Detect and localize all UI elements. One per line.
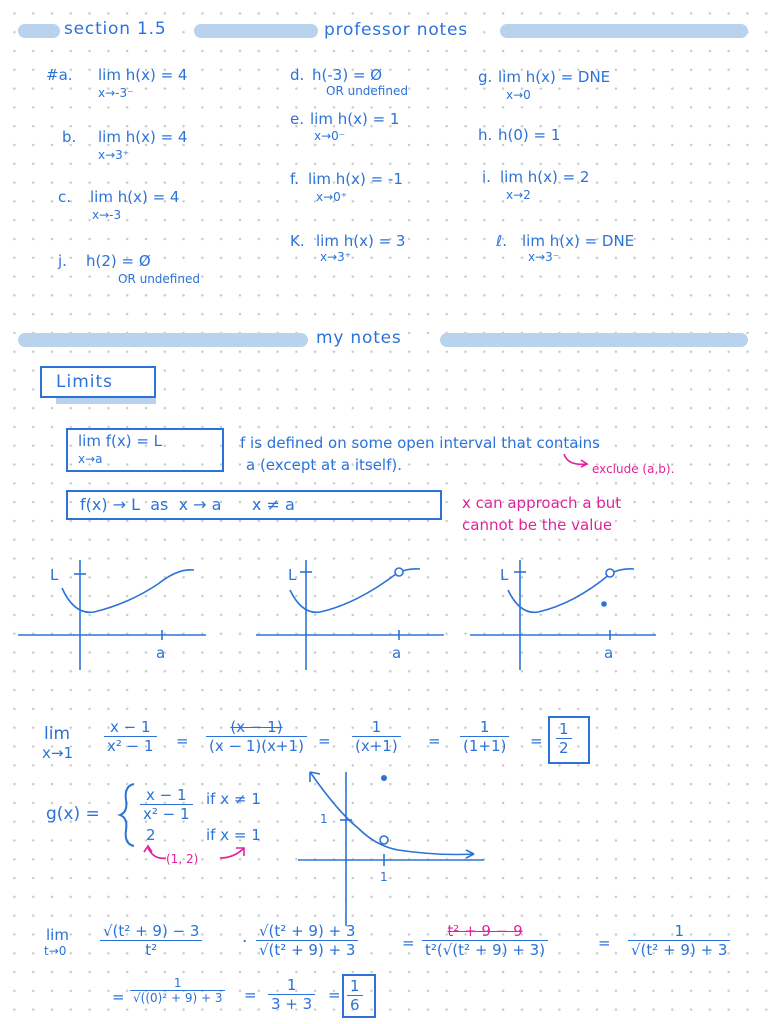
ex1-frac4 [460,718,509,755]
item-c-label: c. [58,188,72,206]
ex1-frac2-den: (x − 1)(x+1) [209,737,304,755]
definition-box [66,428,224,472]
ex2-frac6-num: 1 [268,976,315,995]
item-a-label: #a. [46,66,73,84]
item-i-label: i. [482,168,491,186]
ex1-eq2: = [318,732,331,750]
pink-note-line2: cannot be the value [462,516,613,534]
ex2-dot: · [242,932,248,952]
piece-frac [140,786,193,823]
g-graph-tick-x: 1 [380,870,388,884]
ex1-frac4-den: (1+1) [463,737,507,755]
item-i-sub: x→2 [506,188,531,202]
ex2-answer-frac [347,977,363,1014]
ex2-frac3 [422,922,548,959]
item-d-sub: OR undefined [326,84,408,98]
ex2-frac3-num: t² + 9 − 9 [422,922,548,941]
ex2-eq4: = [244,986,257,1004]
ex1-answer-num: 1 [556,720,572,739]
ex1-eq1: = [176,732,189,750]
graph2-L-label: L [288,566,297,584]
ex2-frac2-den: √(t² + 9) + 3 [259,941,356,959]
limit-graph-1 [18,560,208,670]
ex2-frac5-den: √((0)² + 9) + 3 [133,991,223,1005]
ex2-answer-box [342,974,376,1018]
arrow-notation: f(x) → L as x → a x ≠ a [80,495,295,514]
ex1-frac1-num: x − 1 [104,718,157,737]
item-g-expr: lim h(x) = DNE [498,68,611,86]
item-i-expr: lim h(x) = 2 [500,168,590,186]
ex2-frac5 [130,976,225,1005]
professor-notes-title: professor notes [320,20,472,40]
ex1-answer-frac [556,720,572,757]
graph2-a-label: a [392,644,402,662]
ex2-frac4-num: 1 [628,922,730,941]
limits-title: Limits [56,372,113,392]
header-bar-mid [194,24,318,38]
item-l-label: ℓ. [496,232,507,250]
piecewise-name: g(x) = [46,804,100,824]
ex2-frac1-num: √(t² + 9) − 3 [100,922,202,941]
header-bar-right [500,24,748,38]
graph3-a-label: a [604,644,614,662]
item-j-sub: OR undefined [118,272,200,286]
item-e-label: e. [290,110,304,128]
ex1-frac3-den: (x+1) [355,737,398,755]
ex1-frac4-num: 1 [460,718,509,737]
ex1-frac2 [206,718,307,755]
ex1-eq4: = [530,732,543,750]
ex1-frac2-num: (x − 1) [206,718,307,737]
limits-title-box [40,366,156,398]
def-lim-expr: lim f(x) = L [78,432,163,450]
ex2-frac6-den: 3 + 3 [271,995,313,1013]
item-k-expr: lim h(x) = 3 [316,232,406,250]
ex2-frac4 [628,922,730,959]
section-title: section 1.5 [60,19,170,39]
item-e-sub: x→0⁻ [314,129,346,143]
item-f-expr: lim h(x) = -1 [308,170,403,188]
ex1-frac1-den: x² − 1 [107,737,154,755]
piece-cond1: if x ≠ 1 [206,790,261,808]
ex2-eq2: = [598,934,611,952]
ex1-sub: x→1 [42,744,73,762]
item-d-expr: h(-3) = Ø [312,66,383,84]
item-c-sub: x→-3 [92,208,122,222]
item-d-label: d. [290,66,305,84]
ex1-lim: lim [44,724,71,744]
ex1-eq3: = [428,732,441,750]
item-h-label: h. [478,126,493,144]
g-graph [298,766,488,926]
item-b-expr: lim h(x) = 4 [98,128,188,146]
ex2-answer-num: 1 [347,977,363,996]
limit-graph-2 [256,560,446,670]
my-notes-bar-right [440,333,748,347]
header-bar-left [18,24,60,38]
ex2-eq1: = [402,934,415,952]
ex2-frac1 [100,922,202,959]
piece-point-label: (1, 2) [166,852,199,866]
item-g-label: g. [478,68,493,86]
ex2-frac5-num: 1 [130,976,225,991]
my-notes-title: my notes [312,328,406,348]
ex1-frac1 [104,718,157,755]
item-l-expr: lim h(x) = DNE [522,232,635,250]
ex2-lim: lim [46,926,69,944]
ex2-frac2 [256,922,358,959]
def-text-line2: a (except at a itself). [246,456,402,474]
item-e-expr: lim h(x) = 1 [310,110,400,128]
pink-exclude-note: exclude (a,b). [592,462,675,476]
ex2-eq3: = [112,988,125,1006]
piece-cond2: if x = 1 [206,826,261,844]
def-lim-sub: x→a [78,452,103,466]
item-j-label: j. [58,252,67,270]
item-l-sub: x→3⁻ [528,250,560,264]
ex2-frac4-den: √(t² + 9) + 3 [631,941,728,959]
piece-frac-num: x − 1 [140,786,193,805]
ex2-frac1-den: t² [145,941,158,959]
item-f-label: f. [290,170,299,188]
item-a-sub: x→-3⁻ [98,86,134,100]
piece-val2: 2 [146,826,156,844]
item-g-sub: x→0 [506,88,531,102]
graph1-L-label: L [50,566,59,584]
graph3-L-label: L [500,566,509,584]
item-k-label: K. [290,232,305,250]
arrow-notation-box [66,490,442,520]
limit-graph-3 [470,560,660,670]
ex2-answer-den: 6 [350,996,360,1014]
pink-note-line1: x can approach a but [462,494,622,512]
item-b-label: b. [62,128,77,146]
item-j-expr: h(2) = Ø [86,252,151,270]
item-c-expr: lim h(x) = 4 [90,188,180,206]
graph1-a-label: a [156,644,166,662]
pink-arrow-icon [562,452,592,472]
ex1-answer-den: 2 [559,739,569,757]
ex2-frac3-den: t²(√(t² + 9) + 3) [425,941,546,959]
g-graph-tick-y: 1 [320,812,328,826]
item-b-sub: x→3⁺ [98,148,130,162]
ex2-sub: t→0 [44,944,67,958]
ex1-answer-box [548,716,590,764]
item-a-expr: lim h(x) = 4 [98,66,188,84]
ex2-frac6 [268,976,315,1013]
left-brace-icon [118,782,138,848]
def-text-line1: f is defined on some open interval that contains [240,434,600,452]
ex2-eq5: = [328,986,341,1004]
item-f-sub: x→0⁺ [316,190,348,204]
ex1-frac3-num: 1 [352,718,401,737]
ex1-frac3 [352,718,401,755]
item-h-expr: h(0) = 1 [498,126,561,144]
item-k-sub: x→3⁺ [320,250,352,264]
piece-frac-den: x² − 1 [143,805,190,823]
ex2-frac2-num: √(t² + 9) + 3 [256,922,358,941]
my-notes-bar-left [18,333,308,347]
